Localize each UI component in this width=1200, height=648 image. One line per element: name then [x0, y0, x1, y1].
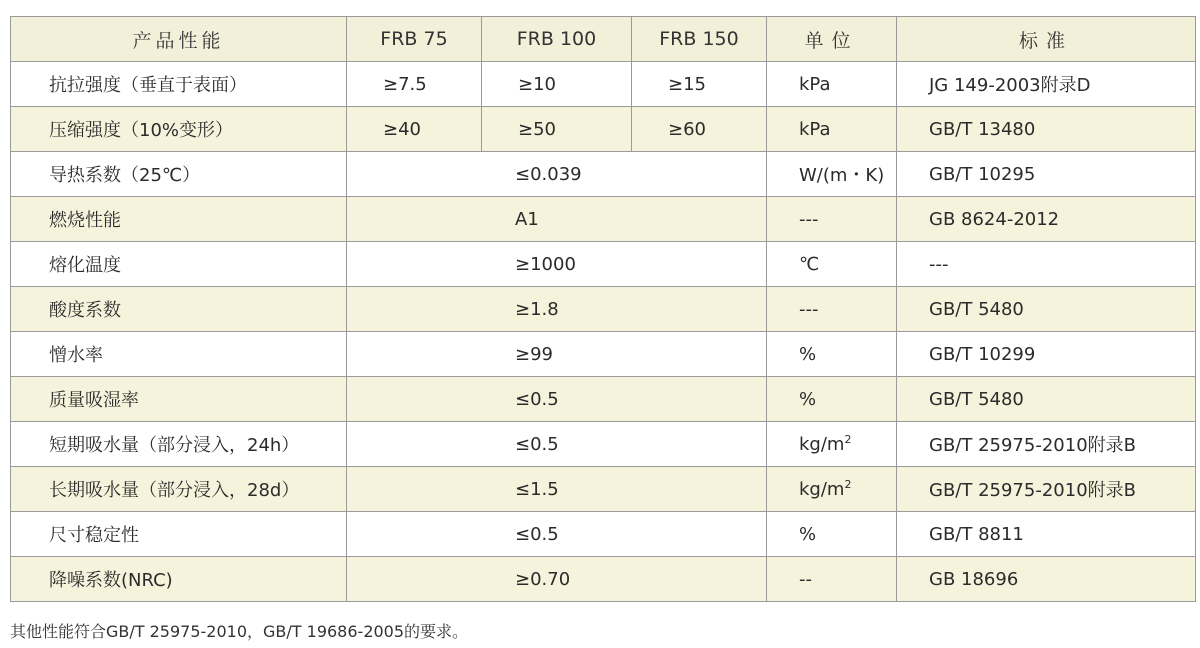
unit-base: kg/m — [799, 479, 845, 500]
table-row — [11, 197, 1196, 242]
header-frb150: FRB 150 — [632, 17, 767, 62]
unit-cell: kPa — [767, 107, 897, 152]
spec-table — [10, 16, 1196, 602]
standard-cell: GB/T 10299 — [897, 332, 1196, 377]
unit-cell — [767, 422, 897, 467]
standard-cell: GB/T 8811 — [897, 512, 1196, 557]
property-cell: 导热系数（25℃） — [11, 152, 347, 197]
property-cell: 熔化温度 — [11, 242, 347, 287]
table-row — [11, 152, 1196, 197]
value-cell: ≤0.5 — [347, 422, 767, 467]
table-row — [11, 107, 1196, 152]
value-cell: A1 — [347, 197, 767, 242]
value-frb150: ≥15 — [632, 62, 767, 107]
header-frb75: FRB 75 — [347, 17, 482, 62]
unit-superscript: 2 — [844, 433, 852, 446]
unit-cell: --- — [767, 287, 897, 332]
standard-cell: --- — [897, 242, 1196, 287]
property-cell: 降噪系数(NRC) — [11, 557, 347, 602]
header-unit: 单位 — [767, 17, 897, 62]
value-cell: ≥1000 — [347, 242, 767, 287]
value-cell: ≥99 — [347, 332, 767, 377]
table-row — [11, 422, 1196, 467]
value-frb100: ≥50 — [482, 107, 632, 152]
header-row — [11, 17, 1196, 62]
unit-cell: % — [767, 512, 897, 557]
standard-cell: GB 8624-2012 — [897, 197, 1196, 242]
unit-cell: % — [767, 332, 897, 377]
table-row — [11, 287, 1196, 332]
standard-cell: JG 149-2003附录D — [897, 62, 1196, 107]
property-cell: 酸度系数 — [11, 287, 347, 332]
value-cell: ≤0.5 — [347, 377, 767, 422]
property-cell: 质量吸湿率 — [11, 377, 347, 422]
standard-cell: GB/T 5480 — [897, 287, 1196, 332]
standard-cell: GB/T 10295 — [897, 152, 1196, 197]
unit-base: kg/m — [799, 434, 845, 455]
unit-cell: -- — [767, 557, 897, 602]
property-cell: 燃烧性能 — [11, 197, 347, 242]
property-cell: 短期吸水量（部分浸入，24h） — [11, 422, 347, 467]
value-cell: ≤1.5 — [347, 467, 767, 512]
unit-cell: W/(m・K) — [767, 152, 897, 197]
table-row — [11, 332, 1196, 377]
value-cell: ≤0.039 — [347, 152, 767, 197]
table-row — [11, 467, 1196, 512]
standard-cell: GB/T 25975-2010附录B — [897, 467, 1196, 512]
unit-cell: % — [767, 377, 897, 422]
table-row — [11, 242, 1196, 287]
table-row — [11, 62, 1196, 107]
property-cell: 抗拉强度（垂直于表面） — [11, 62, 347, 107]
header-standard: 标准 — [897, 17, 1196, 62]
value-cell: ≥1.8 — [347, 287, 767, 332]
property-cell: 长期吸水量（部分浸入，28d） — [11, 467, 347, 512]
unit-cell: --- — [767, 197, 897, 242]
property-cell: 憎水率 — [11, 332, 347, 377]
value-frb150: ≥60 — [632, 107, 767, 152]
standard-cell: GB/T 5480 — [897, 377, 1196, 422]
unit-superscript: 2 — [844, 478, 852, 491]
value-frb100: ≥10 — [482, 62, 632, 107]
table-row — [11, 512, 1196, 557]
header-frb100: FRB 100 — [482, 17, 632, 62]
property-cell: 尺寸稳定性 — [11, 512, 347, 557]
footnote: 其他性能符合GB/T 25975-2010，GB/T 19686-2005的要求。 — [10, 622, 469, 641]
value-cell: ≤0.5 — [347, 512, 767, 557]
property-cell: 压缩强度（10%变形） — [11, 107, 347, 152]
table-row — [11, 557, 1196, 602]
header-property: 产品性能 — [11, 17, 347, 62]
unit-cell — [767, 467, 897, 512]
table-row — [11, 377, 1196, 422]
unit-cell: kPa — [767, 62, 897, 107]
standard-cell: GB/T 25975-2010附录B — [897, 422, 1196, 467]
value-frb75: ≥7.5 — [347, 62, 482, 107]
standard-cell: GB/T 13480 — [897, 107, 1196, 152]
unit-cell: ℃ — [767, 242, 897, 287]
standard-cell: GB 18696 — [897, 557, 1196, 602]
value-cell: ≥0.70 — [347, 557, 767, 602]
value-frb75: ≥40 — [347, 107, 482, 152]
